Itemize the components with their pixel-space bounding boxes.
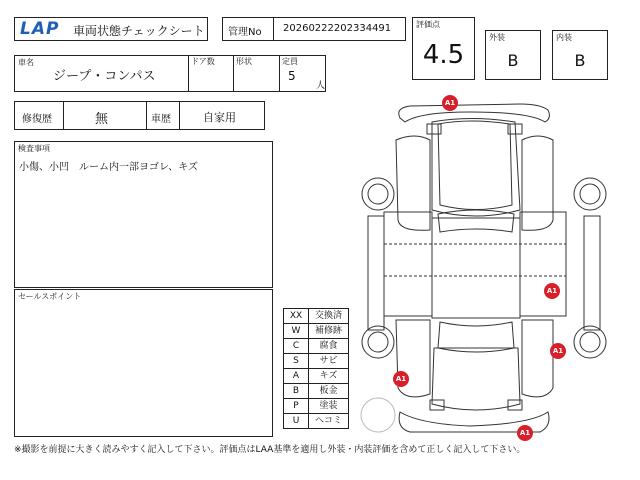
car-name-value: ジープ・コンパス — [53, 69, 156, 84]
vehicle-info-box — [14, 55, 326, 92]
legend-code: S — [284, 354, 309, 369]
legend-meaning: ヘコミ — [309, 414, 349, 429]
legend-row — [284, 324, 349, 339]
legend-row — [284, 369, 349, 384]
history-box — [14, 101, 265, 130]
doors-label: ドア数 — [191, 57, 215, 66]
management-number-box — [222, 17, 406, 41]
interior-grade-value: B — [574, 51, 586, 70]
exterior-grade-box — [485, 30, 541, 80]
damage-mark: A1 — [544, 283, 560, 299]
legend-code: P — [284, 399, 309, 414]
repair-history-label: 修復歴 — [22, 114, 52, 125]
legend-code: W — [284, 324, 309, 339]
legend-meaning: 塗装 — [309, 399, 349, 414]
legend-meaning: 腐食 — [309, 339, 349, 354]
legend-code: XX — [284, 309, 309, 324]
management-number-value: 20260222202334491 — [283, 23, 392, 34]
legend-row — [284, 399, 349, 414]
damage-mark: A1 — [517, 425, 533, 441]
legend-meaning: サビ — [309, 354, 349, 369]
legend-row — [284, 414, 349, 429]
shape-label: 形状 — [236, 57, 252, 66]
damage-mark: A1 — [442, 95, 458, 111]
sheet-title: 車両状態チェックシート — [73, 24, 205, 38]
legend-meaning: 補修跡 — [309, 324, 349, 339]
legend-meaning: キズ — [309, 369, 349, 384]
legend-meaning: 交換済 — [309, 309, 349, 324]
legend-row — [284, 354, 349, 369]
interior-grade-box — [552, 30, 608, 80]
legend-code: A — [284, 369, 309, 384]
usage-history-label: 車歴 — [151, 114, 171, 125]
grade-score-value: 4.5 — [422, 40, 465, 70]
damage-mark: A1 — [393, 371, 409, 387]
logo: LAP — [20, 19, 60, 39]
inspection-text: 小傷、小凹 ルーム内一部ヨゴレ、キズ — [19, 162, 198, 173]
legend-row — [284, 309, 349, 324]
grade-score-box — [412, 17, 475, 80]
legend-code: C — [284, 339, 309, 354]
capacity-label: 定員 — [282, 57, 298, 66]
sales-points-label: セールスポイント — [18, 292, 82, 301]
exterior-grade-value: B — [507, 51, 519, 70]
usage-history-value: 自家用 — [203, 111, 236, 124]
footer-note: ※撮影を前提に大きく読みやすく記入して下さい。評価点はLAA基準を適用し外装・内装評価を含めて正しく記入して下さい。 — [14, 445, 526, 455]
legend-row — [284, 384, 349, 399]
legend-meaning: 板金 — [309, 384, 349, 399]
car-name-label: 車名 — [18, 58, 34, 67]
grade-score-label: 評価点 — [416, 20, 440, 29]
inspection-label: 検査事項 — [18, 144, 50, 153]
exterior-grade-label: 外装 — [489, 33, 505, 42]
repair-history-value: 無 — [95, 112, 109, 127]
interior-grade-label: 内装 — [556, 33, 572, 42]
legend-code: U — [284, 414, 309, 429]
title-box — [14, 17, 208, 41]
inspection-box — [14, 141, 273, 288]
damage-mark: A1 — [550, 343, 566, 359]
capacity-value: 5 — [288, 69, 296, 83]
capacity-unit: 人 — [316, 81, 326, 91]
management-number-label: 管理No — [228, 27, 262, 38]
legend-code: B — [284, 384, 309, 399]
damage-legend-table — [283, 308, 349, 429]
legend-row — [284, 339, 349, 354]
sales-points-box — [14, 289, 273, 437]
